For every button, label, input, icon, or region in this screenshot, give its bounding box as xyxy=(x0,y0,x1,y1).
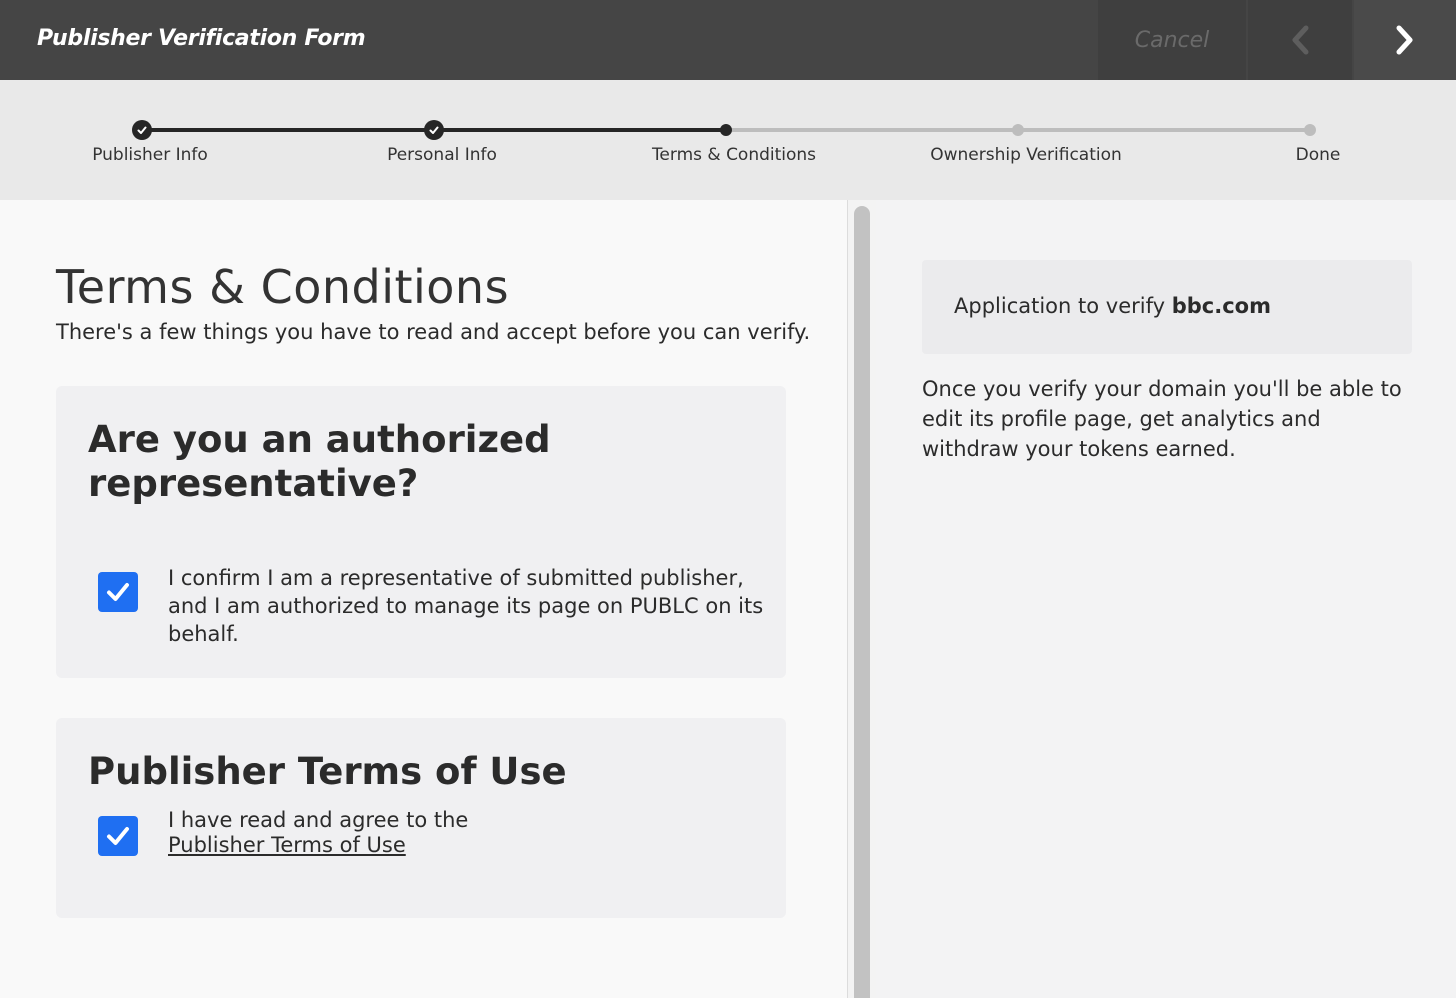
application-prefix: Application to verify xyxy=(954,294,1166,318)
scrollbar-thumb[interactable] xyxy=(854,206,870,998)
step-dot-ownership xyxy=(1012,124,1024,136)
card-heading: Are you an authorized representative? xyxy=(88,418,551,505)
info-sidebar xyxy=(876,200,1456,998)
application-domain: bbc.com xyxy=(1171,294,1271,318)
check-icon xyxy=(104,822,132,850)
authorized-representative-card xyxy=(56,386,786,678)
check-icon xyxy=(104,578,132,606)
terms-checkbox-text: I have read and agree to the xyxy=(168,808,469,832)
check-icon xyxy=(136,124,148,136)
page-title: Terms & Conditions xyxy=(56,260,510,314)
terms-of-use-link[interactable]: Publisher Terms of Use xyxy=(168,833,406,857)
form-pane xyxy=(0,200,848,998)
step-dot-publisher-info xyxy=(132,120,152,140)
step-label-terms: Terms & Conditions xyxy=(651,145,817,165)
chevron-left-icon xyxy=(1289,24,1311,56)
chevron-right-icon xyxy=(1394,24,1416,56)
terms-checkbox[interactable] xyxy=(98,816,138,856)
next-button[interactable] xyxy=(1354,0,1456,80)
terms-checkbox-label[interactable] xyxy=(168,808,768,858)
step-label-publisher-info: Publisher Info xyxy=(92,145,208,165)
progress-stepper xyxy=(0,80,1456,200)
application-box xyxy=(922,260,1412,354)
step-dot-done xyxy=(1304,124,1316,136)
cancel-button[interactable]: Cancel xyxy=(1098,0,1246,80)
step-dot-terms xyxy=(720,124,732,136)
step-label-ownership: Ownership Verification xyxy=(930,145,1122,165)
header-bar xyxy=(0,0,1456,80)
card-heading: Publisher Terms of Use xyxy=(88,750,567,793)
back-button[interactable] xyxy=(1248,0,1352,80)
page-subtitle: There's a few things you have to read and accept before you can verify. xyxy=(56,320,811,344)
authorized-checkbox-label[interactable]: I confirm I am a representative of submitted publisher, and I am authorized to manage its page on PUBLC on its behalf. xyxy=(168,566,764,646)
form-title: Publisher Verification Form xyxy=(37,26,366,51)
check-icon xyxy=(428,124,440,136)
step-dot-personal-info xyxy=(424,120,444,140)
terms-of-use-card xyxy=(56,718,786,918)
verification-info-text: Once you verify your domain you'll be able to edit its profile page, get analytics and withdraw your tokens earned. xyxy=(922,377,1402,461)
authorized-checkbox[interactable] xyxy=(98,572,138,612)
step-label-personal-info: Personal Info xyxy=(387,145,497,165)
scrollbar[interactable] xyxy=(848,200,876,998)
step-label-done: Done xyxy=(1295,145,1341,165)
application-text xyxy=(954,294,1271,318)
